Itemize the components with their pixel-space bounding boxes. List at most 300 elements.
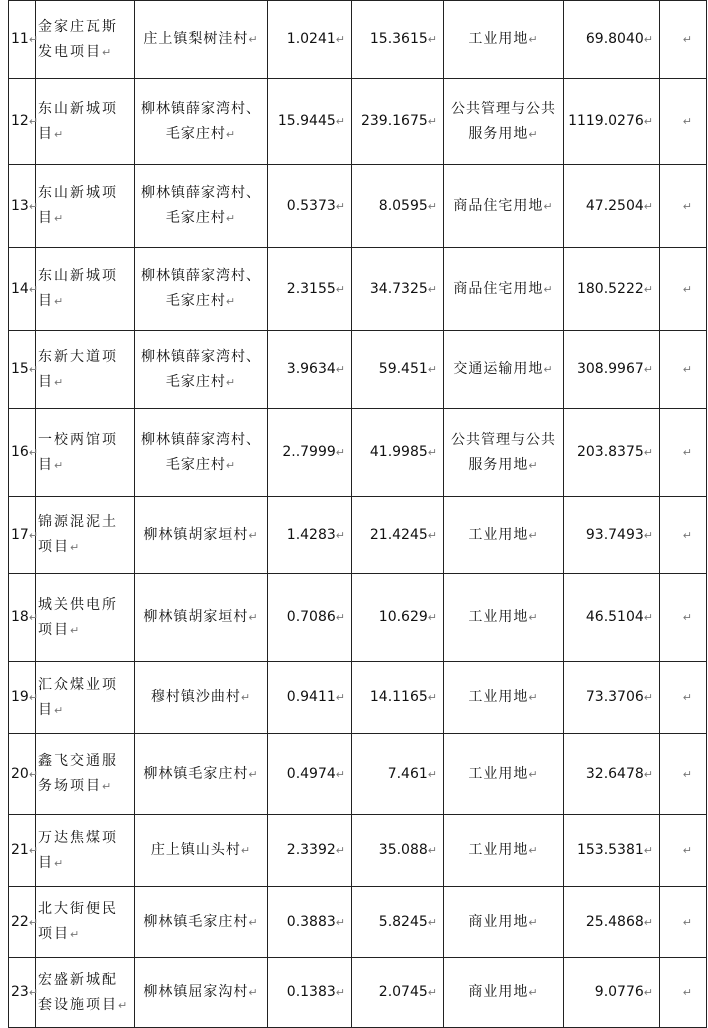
cell-text: 69.8040: [585, 31, 644, 47]
paragraph-mark: ↵: [335, 767, 345, 781]
cell-text: 柳林镇胡家垣村: [143, 609, 249, 625]
cell-text: 5.8245: [378, 913, 428, 930]
cell-text: 柳林镇薛家湾村、毛家庄村: [141, 348, 261, 390]
cell-text: 商品住宅用地: [453, 280, 544, 297]
cell-area2: [352, 662, 444, 734]
paragraph-mark: ↵: [54, 212, 66, 225]
paragraph-mark: ↵: [225, 212, 237, 225]
paragraph-mark: ↵: [528, 458, 539, 472]
table-row: [9, 887, 707, 958]
cell-text: 庄上镇梨树洼村: [143, 31, 249, 47]
cell-area1: [268, 165, 352, 248]
cell-loc: [135, 574, 268, 662]
cell-no: [9, 248, 39, 331]
paragraph-mark: ↵: [70, 928, 82, 941]
cell-name: [36, 662, 135, 734]
cell-text: 工业用地: [468, 31, 529, 47]
cell-area2: [352, 248, 444, 331]
paragraph-mark: ↵: [28, 986, 39, 999]
cell-use: [444, 574, 564, 662]
cell-text: 东山新城项目: [38, 100, 118, 142]
paragraph-mark: ↵: [427, 611, 437, 624]
cell-loc: [135, 409, 268, 497]
paragraph-mark: ↵: [28, 528, 39, 542]
paragraph-mark: ↵: [28, 115, 39, 128]
paragraph-mark: ↵: [248, 611, 259, 624]
cell-use: [444, 79, 564, 165]
table-row: [9, 815, 707, 887]
cell-text: 锦源混泥土项目: [38, 514, 118, 555]
paragraph-mark: ↵: [643, 611, 653, 624]
paragraph-mark: ↵: [427, 844, 437, 857]
cell-no: [9, 887, 39, 958]
cell-use: [444, 248, 564, 331]
paragraph-mark: ↵: [28, 446, 39, 459]
cell-text: 公共管理与公共服务用地: [451, 431, 556, 473]
paragraph-mark: ↵: [643, 986, 653, 999]
cell-text: 35.088: [378, 842, 428, 858]
paragraph-mark: ↵: [643, 767, 653, 781]
cell-area2: [352, 331, 444, 409]
paragraph-mark: ↵: [528, 986, 539, 999]
paragraph-mark: ↵: [682, 691, 692, 704]
cell-loc: [135, 165, 268, 248]
cell-text: 工业用地: [468, 842, 529, 858]
paragraph-mark: ↵: [70, 623, 82, 637]
cell-area1: [268, 815, 352, 887]
paragraph-mark: ↵: [225, 127, 237, 141]
cell-blank: [660, 958, 707, 1028]
cell-name: [36, 958, 135, 1028]
cell-area1: [268, 958, 352, 1028]
paragraph-mark: ↵: [240, 844, 252, 857]
cell-blank: [660, 497, 707, 574]
cell-area1: [268, 734, 352, 815]
cell-name: [36, 734, 135, 815]
paragraph-mark: ↵: [543, 282, 554, 296]
paragraph-mark: ↵: [643, 282, 653, 296]
cell-blank: [660, 331, 707, 409]
table-row: [9, 958, 707, 1028]
cell-text: 万达焦煤项目: [38, 829, 118, 871]
paragraph-mark: ↵: [70, 541, 82, 554]
cell-text: 153.5381: [576, 842, 644, 858]
cell-text: 21: [11, 842, 29, 858]
cell-text: 2.3392: [286, 842, 336, 858]
cell-area2: [352, 958, 444, 1028]
cell-text: 公共管理与公共服务用地: [451, 100, 556, 142]
cell-text: 东新大道项目: [38, 348, 118, 390]
cell-text: 308.9967: [576, 361, 644, 377]
paragraph-mark: ↵: [28, 33, 39, 46]
paragraph-mark: ↵: [28, 691, 39, 704]
paragraph-mark: ↵: [528, 127, 539, 141]
cell-no: [9, 331, 39, 409]
cell-area1: [268, 497, 352, 574]
paragraph-mark: ↵: [335, 363, 345, 376]
cell-text: 25.4868: [585, 913, 644, 930]
cell-text: 12: [11, 113, 29, 129]
cell-name: [36, 815, 135, 887]
paragraph-mark: ↵: [643, 844, 653, 857]
cell-area2: [352, 79, 444, 165]
cell-area1: [268, 331, 352, 409]
cell-text: 穆村镇沙曲村: [150, 689, 241, 705]
cell-area2: [352, 497, 444, 574]
cell-text: 19: [11, 689, 29, 705]
paragraph-mark: ↵: [225, 295, 237, 308]
cell-text: 商业用地: [468, 913, 529, 930]
table-row: [9, 662, 707, 734]
paragraph-mark: ↵: [28, 199, 39, 213]
paragraph-mark: ↵: [682, 199, 692, 213]
table-row: [9, 574, 707, 662]
cell-text: 0.1383: [286, 984, 336, 1000]
cell-name: [36, 165, 135, 248]
table-row: [9, 165, 707, 248]
paragraph-mark: ↵: [102, 45, 114, 59]
cell-text: 23: [11, 984, 29, 1000]
cell-text: 北大街便民项目: [38, 901, 118, 942]
cell-loc: [135, 248, 268, 331]
paragraph-mark: ↵: [335, 282, 345, 296]
paragraph-mark: ↵: [335, 915, 345, 929]
cell-text: 15.3615: [369, 31, 428, 47]
cell-name: [36, 574, 135, 662]
paragraph-mark: ↵: [28, 767, 39, 781]
paragraph-mark: ↵: [528, 767, 539, 781]
paragraph-mark: ↵: [225, 458, 237, 472]
cell-text: 239.1675: [360, 113, 428, 129]
paragraph-mark: ↵: [528, 844, 539, 857]
cell-text: 庄上镇山头村: [150, 842, 241, 858]
paragraph-mark: ↵: [335, 611, 345, 624]
cell-text: 汇众煤业项目: [38, 676, 118, 718]
paragraph-mark: ↵: [682, 844, 692, 857]
paragraph-mark: ↵: [682, 282, 692, 296]
cell-no: [9, 497, 39, 574]
paragraph-mark: ↵: [248, 767, 259, 781]
paragraph-mark: ↵: [682, 915, 692, 929]
cell-text: 东山新城项目: [38, 185, 118, 226]
cell-amount: [564, 734, 660, 815]
cell-text: 14: [11, 280, 29, 297]
cell-loc: [135, 331, 268, 409]
paragraph-mark: ↵: [118, 998, 130, 1012]
cell-text: 18: [11, 609, 29, 625]
cell-text: 商业用地: [468, 984, 529, 1000]
cell-blank: [660, 79, 707, 165]
cell-text: 0.3883: [286, 913, 336, 930]
cell-text: 15: [11, 361, 29, 377]
cell-text: 0.9411: [286, 689, 336, 705]
cell-area1: [268, 887, 352, 958]
cell-no: [9, 79, 39, 165]
cell-text: 3.9634: [286, 361, 336, 377]
cell-area2: [352, 1, 444, 79]
paragraph-mark: ↵: [335, 528, 345, 542]
table-row: [9, 409, 707, 497]
table-row: [9, 331, 707, 409]
cell-text: 21.4245: [369, 526, 428, 543]
cell-text: 10.629: [378, 609, 428, 625]
paragraph-mark: ↵: [248, 528, 259, 542]
cell-use: [444, 887, 564, 958]
cell-text: 22: [11, 913, 29, 930]
paragraph-mark: ↵: [543, 199, 554, 213]
paragraph-mark: ↵: [643, 363, 653, 376]
cell-text: 34.7325: [369, 280, 428, 297]
cell-text: 17: [11, 526, 29, 543]
cell-text: 7.461: [387, 765, 428, 782]
cell-text: 工业用地: [468, 765, 529, 782]
cell-text: 2.3155: [286, 280, 336, 297]
paragraph-mark: ↵: [54, 703, 66, 717]
paragraph-mark: ↵: [682, 446, 692, 459]
cell-use: [444, 1, 564, 79]
cell-no: [9, 815, 39, 887]
cell-no: [9, 574, 39, 662]
paragraph-mark: ↵: [427, 199, 437, 213]
cell-text: 交通运输用地: [453, 361, 544, 377]
cell-amount: [564, 331, 660, 409]
paragraph-mark: ↵: [643, 446, 653, 459]
cell-no: [9, 734, 39, 815]
cell-no: [9, 958, 39, 1028]
cell-use: [444, 497, 564, 574]
cell-text: 32.6478: [585, 765, 644, 782]
cell-loc: [135, 662, 268, 734]
cell-text: 柳林镇薛家湾村、毛家庄村: [141, 431, 261, 473]
paragraph-mark: ↵: [54, 127, 66, 141]
cell-blank: [660, 165, 707, 248]
paragraph-mark: ↵: [335, 199, 345, 213]
paragraph-mark: ↵: [54, 295, 66, 308]
cell-text: 东山新城项目: [38, 268, 118, 309]
cell-amount: [564, 1, 660, 79]
cell-text: 商品住宅用地: [453, 197, 544, 214]
paragraph-mark: ↵: [427, 691, 437, 704]
cell-text: 0.5373: [286, 197, 336, 214]
cell-text: 宏盛新城配套设施项目: [38, 971, 118, 1013]
cell-text: 柳林镇毛家庄村: [143, 765, 249, 782]
cell-name: [36, 409, 135, 497]
cell-text: 93.7493: [585, 526, 644, 543]
cell-text: 47.2504: [585, 197, 644, 214]
paragraph-mark: ↵: [28, 844, 39, 857]
cell-blank: [660, 734, 707, 815]
cell-text: 14.1165: [369, 689, 428, 705]
cell-text: 城关供电所项目: [38, 596, 118, 638]
paragraph-mark: ↵: [28, 611, 39, 624]
cell-text: 金家庄瓦斯发电项目: [38, 18, 118, 60]
cell-text: 8.0595: [378, 197, 428, 214]
cell-area2: [352, 165, 444, 248]
cell-text: 59.451: [378, 361, 428, 377]
cell-loc: [135, 815, 268, 887]
cell-text: 柳林镇薛家湾村、毛家庄村: [141, 100, 261, 142]
paragraph-mark: ↵: [682, 363, 692, 376]
cell-use: [444, 958, 564, 1028]
table-row: [9, 248, 707, 331]
cell-text: 2..7999: [282, 444, 336, 460]
cell-text: 1119.0276: [568, 113, 644, 129]
cell-loc: [135, 497, 268, 574]
land-table: [8, 0, 707, 1028]
cell-text: 柳林镇胡家垣村: [143, 526, 249, 543]
paragraph-mark: ↵: [102, 780, 114, 793]
paragraph-mark: ↵: [643, 528, 653, 542]
cell-no: [9, 165, 39, 248]
paragraph-mark: ↵: [248, 986, 259, 999]
paragraph-mark: ↵: [643, 691, 653, 704]
cell-amount: [564, 958, 660, 1028]
paragraph-mark: ↵: [54, 458, 66, 472]
paragraph-mark: ↵: [682, 611, 692, 624]
paragraph-mark: ↵: [28, 915, 39, 929]
paragraph-mark: ↵: [528, 611, 539, 624]
cell-area2: [352, 815, 444, 887]
paragraph-mark: ↵: [335, 691, 345, 704]
cell-use: [444, 815, 564, 887]
paragraph-mark: ↵: [427, 767, 437, 781]
paragraph-mark: ↵: [427, 115, 437, 128]
paragraph-mark: ↵: [643, 115, 653, 128]
cell-amount: [564, 887, 660, 958]
cell-amount: [564, 574, 660, 662]
paragraph-mark: ↵: [528, 915, 539, 929]
paragraph-mark: ↵: [528, 528, 539, 542]
cell-text: 柳林镇屈家沟村: [143, 984, 249, 1000]
paragraph-mark: ↵: [427, 282, 437, 296]
cell-name: [36, 331, 135, 409]
cell-text: 柳林镇薛家湾村、毛家庄村: [141, 268, 261, 309]
paragraph-mark: ↵: [528, 691, 539, 704]
cell-amount: [564, 815, 660, 887]
cell-no: [9, 409, 39, 497]
cell-use: [444, 662, 564, 734]
cell-blank: [660, 1, 707, 79]
cell-use: [444, 165, 564, 248]
cell-text: 柳林镇薛家湾村、毛家庄村: [141, 185, 261, 226]
cell-text: 16: [11, 444, 29, 460]
paragraph-mark: ↵: [643, 33, 653, 46]
cell-use: [444, 734, 564, 815]
cell-text: 11: [11, 31, 29, 47]
cell-loc: [135, 887, 268, 958]
cell-no: [9, 662, 39, 734]
cell-text: 工业用地: [468, 526, 529, 543]
cell-name: [36, 79, 135, 165]
cell-amount: [564, 662, 660, 734]
cell-area2: [352, 734, 444, 815]
paragraph-mark: ↵: [54, 856, 66, 870]
paragraph-mark: ↵: [28, 282, 39, 296]
paragraph-mark: ↵: [528, 33, 539, 46]
cell-blank: [660, 248, 707, 331]
cell-loc: [135, 79, 268, 165]
cell-amount: [564, 79, 660, 165]
cell-use: [444, 331, 564, 409]
table-row: [9, 79, 707, 165]
cell-name: [36, 1, 135, 79]
paragraph-mark: ↵: [335, 446, 345, 459]
cell-text: 2.0745: [378, 984, 428, 1000]
cell-text: 9.0776: [594, 984, 644, 1000]
cell-amount: [564, 409, 660, 497]
paragraph-mark: ↵: [335, 844, 345, 857]
paragraph-mark: ↵: [248, 33, 259, 46]
cell-text: 0.7086: [286, 609, 336, 625]
paragraph-mark: ↵: [54, 375, 66, 389]
paragraph-mark: ↵: [427, 986, 437, 999]
paragraph-mark: ↵: [643, 199, 653, 213]
cell-loc: [135, 958, 268, 1028]
paragraph-mark: ↵: [427, 528, 437, 542]
cell-text: 13: [11, 197, 29, 214]
cell-no: [9, 1, 39, 79]
paragraph-mark: ↵: [28, 363, 39, 376]
cell-area2: [352, 887, 444, 958]
cell-text: 1.4283: [286, 526, 336, 543]
paragraph-mark: ↵: [427, 363, 437, 376]
cell-text: 15.9445: [277, 113, 336, 129]
cell-amount: [564, 165, 660, 248]
table-row: [9, 497, 707, 574]
cell-name: [36, 497, 135, 574]
cell-text: 工业用地: [468, 609, 529, 625]
paragraph-mark: ↵: [225, 375, 237, 389]
paragraph-mark: ↵: [682, 767, 692, 781]
cell-text: 20: [11, 765, 29, 782]
table-row: [9, 1, 707, 79]
cell-area1: [268, 409, 352, 497]
cell-blank: [660, 887, 707, 958]
cell-text: 工业用地: [468, 689, 529, 705]
cell-text: 41.9985: [369, 444, 428, 460]
cell-text: 1.0241: [286, 31, 336, 47]
cell-area1: [268, 574, 352, 662]
paragraph-mark: ↵: [427, 915, 437, 929]
cell-area1: [268, 79, 352, 165]
cell-text: 柳林镇毛家庄村: [143, 913, 249, 930]
paragraph-mark: ↵: [427, 33, 437, 46]
cell-blank: [660, 409, 707, 497]
cell-blank: [660, 662, 707, 734]
cell-blank: [660, 815, 707, 887]
cell-loc: [135, 1, 268, 79]
paragraph-mark: ↵: [335, 986, 345, 999]
paragraph-mark: ↵: [682, 528, 692, 542]
cell-name: [36, 248, 135, 331]
paragraph-mark: ↵: [240, 691, 252, 704]
paragraph-mark: ↵: [643, 915, 653, 929]
cell-area1: [268, 662, 352, 734]
cell-blank: [660, 574, 707, 662]
paragraph-mark: ↵: [682, 33, 692, 46]
cell-text: 一校两馆项目: [38, 431, 118, 473]
cell-name: [36, 887, 135, 958]
cell-text: 73.3706: [585, 689, 644, 705]
paragraph-mark: ↵: [682, 986, 692, 999]
cell-loc: [135, 734, 268, 815]
paragraph-mark: ↵: [682, 115, 692, 128]
cell-text: 鑫飞交通服务场项目: [38, 753, 118, 794]
cell-text: 203.8375: [576, 444, 644, 460]
cell-amount: [564, 497, 660, 574]
cell-text: 46.5104: [585, 609, 644, 625]
paragraph-mark: ↵: [335, 33, 345, 46]
